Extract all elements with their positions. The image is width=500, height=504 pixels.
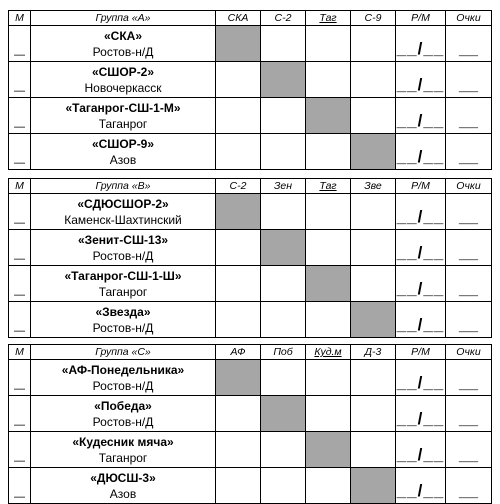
match-cell	[351, 26, 396, 62]
team-m: —	[9, 98, 31, 134]
team-cell	[31, 302, 216, 338]
header-opponent-4: С-9	[351, 11, 396, 26]
header-opponent-3: Таг	[306, 179, 351, 194]
self-match-cell	[351, 302, 396, 338]
team-m: —	[9, 230, 31, 266]
team-city: Таганрог	[98, 450, 148, 465]
points-cell: __	[446, 396, 492, 432]
header-opponent-2: Поб	[261, 345, 306, 360]
team-m: —	[9, 396, 31, 432]
team-cell	[31, 26, 216, 62]
team-row	[9, 468, 492, 504]
match-cell	[351, 194, 396, 230]
match-cell	[351, 230, 396, 266]
team-m: —	[9, 360, 31, 396]
team-m: —	[9, 26, 31, 62]
team-row	[9, 432, 492, 468]
team-row	[9, 360, 492, 396]
match-cell	[306, 62, 351, 98]
self-match-cell	[216, 26, 261, 62]
header-rm: Р/М	[396, 11, 446, 26]
score-cell: __/__	[396, 360, 446, 396]
match-cell	[351, 396, 396, 432]
team-name: «Победа»	[94, 398, 152, 413]
team-city: Ростов-н/Д	[92, 44, 154, 59]
team-city: Таганрог	[98, 284, 148, 299]
self-match-cell	[261, 396, 306, 432]
team-m: —	[9, 134, 31, 170]
team-row	[9, 134, 492, 170]
group-title: Группа «В»	[31, 179, 216, 194]
self-match-cell	[351, 134, 396, 170]
match-cell	[216, 302, 261, 338]
team-cell	[31, 360, 216, 396]
team-row	[9, 194, 492, 230]
header-m: М	[9, 11, 31, 26]
header-opponent-3: Куд.м	[306, 345, 351, 360]
header-rm: Р/М	[396, 179, 446, 194]
score-cell: __/__	[396, 432, 446, 468]
match-cell	[261, 302, 306, 338]
points-cell: __	[446, 62, 492, 98]
group-title: Группа «А»	[31, 11, 216, 26]
team-cell	[31, 194, 216, 230]
match-cell	[306, 302, 351, 338]
self-match-cell	[306, 266, 351, 302]
team-m: —	[9, 302, 31, 338]
match-cell	[351, 62, 396, 98]
score-cell: __/__	[396, 468, 446, 504]
score-cell: __/__	[396, 26, 446, 62]
match-cell	[306, 396, 351, 432]
points-cell: __	[446, 26, 492, 62]
header-rm: Р/М	[396, 345, 446, 360]
score-cell: __/__	[396, 230, 446, 266]
self-match-cell	[216, 194, 261, 230]
team-city: Азов	[109, 152, 137, 167]
points-cell: __	[446, 432, 492, 468]
team-row	[9, 98, 492, 134]
header-m: М	[9, 179, 31, 194]
match-cell	[306, 134, 351, 170]
team-city: Ростов-н/Д	[92, 414, 154, 429]
points-cell: __	[446, 468, 492, 504]
team-name: «СШОР-9»	[91, 136, 155, 151]
team-cell	[31, 432, 216, 468]
match-cell	[261, 432, 306, 468]
match-cell	[261, 98, 306, 134]
match-cell	[351, 432, 396, 468]
team-city: Таганрог	[98, 116, 148, 131]
team-cell	[31, 468, 216, 504]
team-cell	[31, 134, 216, 170]
header-opponent-3: Таг	[306, 11, 351, 26]
team-city: Ростов-н/Д	[92, 378, 154, 393]
match-cell	[261, 266, 306, 302]
team-cell	[31, 396, 216, 432]
team-name: «Звезда»	[95, 304, 151, 319]
team-row	[9, 302, 492, 338]
match-cell	[306, 194, 351, 230]
match-cell	[306, 230, 351, 266]
header-opponent-4: Д-3	[351, 345, 396, 360]
header-opponent-2: Зен	[261, 179, 306, 194]
team-m: —	[9, 62, 31, 98]
header-points: Очки	[446, 345, 492, 360]
team-m: —	[9, 432, 31, 468]
self-match-cell	[261, 62, 306, 98]
group-b-header-row	[9, 179, 492, 194]
match-cell	[216, 432, 261, 468]
match-cell	[216, 230, 261, 266]
team-row	[9, 266, 492, 302]
self-match-cell	[216, 360, 261, 396]
team-city: Ростов-н/Д	[92, 320, 154, 335]
group-c-table	[8, 344, 492, 504]
points-cell: __	[446, 266, 492, 302]
match-cell	[216, 266, 261, 302]
team-name: «Зенит-СШ-13»	[77, 232, 169, 247]
points-cell: __	[446, 134, 492, 170]
match-cell	[216, 468, 261, 504]
team-city: Азов	[109, 486, 137, 501]
header-opponent-4: Зве	[351, 179, 396, 194]
team-cell	[31, 230, 216, 266]
team-name: «ДЮСШ-3»	[90, 470, 156, 485]
group-a-table	[8, 10, 492, 170]
score-cell: __/__	[396, 134, 446, 170]
match-cell	[261, 134, 306, 170]
team-cell	[31, 62, 216, 98]
match-cell	[306, 26, 351, 62]
match-cell	[261, 26, 306, 62]
score-cell: __/__	[396, 302, 446, 338]
self-match-cell	[351, 468, 396, 504]
match-cell	[261, 468, 306, 504]
match-cell	[351, 266, 396, 302]
match-cell	[306, 360, 351, 396]
team-city: Новочеркасск	[84, 80, 162, 95]
points-cell: __	[446, 230, 492, 266]
points-cell: __	[446, 98, 492, 134]
score-cell: __/__	[396, 396, 446, 432]
team-name: «Таганрог-СШ-1-М»	[65, 100, 181, 115]
group-c-header-row	[9, 345, 492, 360]
team-m: —	[9, 266, 31, 302]
group-b-table	[8, 178, 492, 338]
match-cell	[216, 134, 261, 170]
header-opponent-1: С-2	[216, 179, 261, 194]
team-name: «Таганрог-СШ-1-Ш»	[64, 268, 182, 283]
match-cell	[306, 468, 351, 504]
header-opponent-2: С-2	[261, 11, 306, 26]
group-title: Группа «С»	[31, 345, 216, 360]
match-cell	[261, 194, 306, 230]
self-match-cell	[306, 98, 351, 134]
team-name: «СКА»	[103, 28, 142, 43]
score-cell: __/__	[396, 62, 446, 98]
match-cell	[351, 98, 396, 134]
points-cell: __	[446, 194, 492, 230]
score-cell: __/__	[396, 266, 446, 302]
team-name: «АФ-Понедельника»	[61, 362, 185, 377]
group-a-header-row	[9, 11, 492, 26]
team-name: «СШОР-2»	[91, 64, 155, 79]
team-row	[9, 62, 492, 98]
header-points: Очки	[446, 179, 492, 194]
match-cell	[216, 396, 261, 432]
team-city: Каменск-Шахтинский	[64, 212, 182, 227]
team-cell	[31, 98, 216, 134]
team-name: «СДЮСШОР-2»	[77, 196, 169, 211]
match-cell	[351, 360, 396, 396]
header-points: Очки	[446, 11, 492, 26]
score-cell: __/__	[396, 98, 446, 134]
points-cell: __	[446, 302, 492, 338]
match-cell	[216, 62, 261, 98]
team-name: «Кудесник мяча»	[72, 434, 174, 449]
header-opponent-1: АФ	[216, 345, 261, 360]
team-row	[9, 396, 492, 432]
team-m: —	[9, 468, 31, 504]
points-cell: __	[446, 360, 492, 396]
team-row	[9, 230, 492, 266]
team-m: —	[9, 194, 31, 230]
team-row	[9, 26, 492, 62]
match-cell	[216, 98, 261, 134]
team-city: Ростов-н/Д	[92, 248, 154, 263]
match-cell	[261, 360, 306, 396]
score-cell: __/__	[396, 194, 446, 230]
self-match-cell	[306, 432, 351, 468]
team-cell	[31, 266, 216, 302]
header-m: М	[9, 345, 31, 360]
self-match-cell	[261, 230, 306, 266]
header-opponent-1: СКА	[216, 11, 261, 26]
